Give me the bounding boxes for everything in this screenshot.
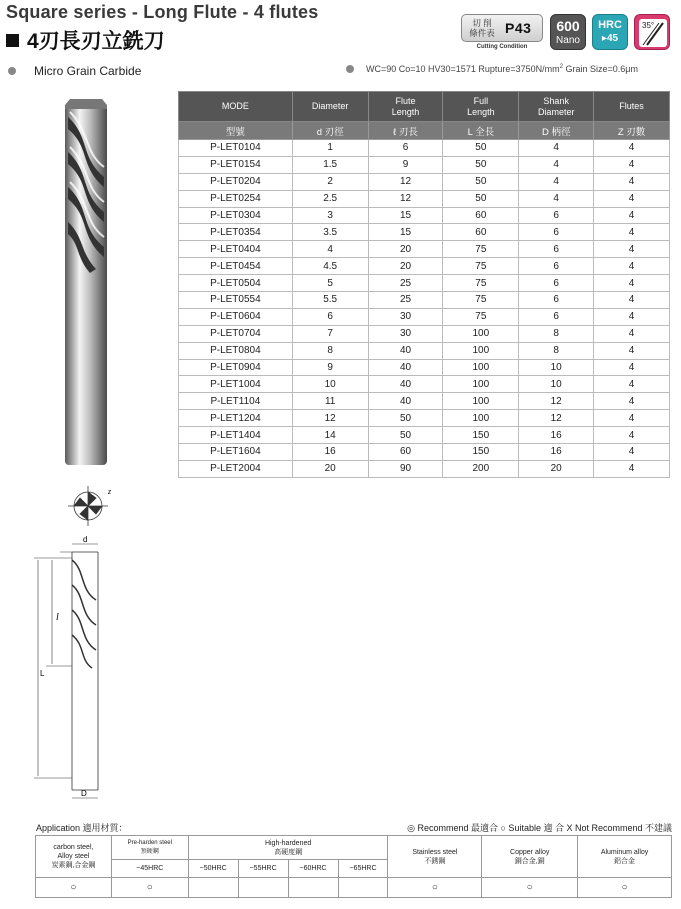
cell-mode: P-LET1004 xyxy=(179,376,293,393)
app-col-aluminum: Aluminum alloy 鋁合金 xyxy=(578,836,672,878)
cell-mode: P-LET0304 xyxy=(179,207,293,224)
cell-full-length: 200 xyxy=(443,460,519,477)
table-row xyxy=(179,140,670,157)
cell-diameter: 7 xyxy=(292,325,368,342)
helix-angle-value: 35° xyxy=(642,21,655,30)
cell-mode: P-LET0804 xyxy=(179,342,293,359)
cell-diameter: 2.5 xyxy=(292,190,368,207)
cell-diameter: 5 xyxy=(292,275,368,292)
cell-shank-diameter: 20 xyxy=(519,460,594,477)
badge-group xyxy=(461,14,676,54)
app-val-aluminum: ○ xyxy=(578,878,672,898)
cutting-condition-caption: Cutting Condition xyxy=(476,44,528,50)
cell-shank-diameter: 6 xyxy=(519,207,594,224)
cell-shank-diameter: 16 xyxy=(519,444,594,461)
cell-flute-length: 25 xyxy=(368,292,443,309)
cell-mode: P-LET2004 xyxy=(179,460,293,477)
spec-main: WC=90 Co=10 HV30=1571 Rupture=3750N/mm xyxy=(366,64,560,74)
cell-diameter: 16 xyxy=(292,444,368,461)
table-row xyxy=(179,258,670,275)
material-text: Micro Grain Carbide xyxy=(34,64,142,78)
cell-flute-length: 25 xyxy=(368,275,443,292)
cell-mode: P-LET1404 xyxy=(179,427,293,444)
nano-badge-bottom: Nano xyxy=(556,35,580,46)
col-header-diameter: Diameter xyxy=(292,92,368,122)
label-d: d xyxy=(83,535,88,544)
table-header-row xyxy=(179,92,670,122)
spec-sup: 2 xyxy=(559,64,563,70)
label-z: z xyxy=(108,487,112,496)
col-header-shank-diameter: Shank Diameter xyxy=(519,92,594,122)
col-subheader-mode: 型號 xyxy=(179,122,293,140)
app-col-copper: Copper alloy 銅合金,銅 xyxy=(482,836,578,878)
cell-shank-diameter: 8 xyxy=(519,325,594,342)
application-table xyxy=(35,835,672,898)
nano-badge-top: 600 xyxy=(556,18,580,34)
col-header-flute-length: Flute Length xyxy=(368,92,443,122)
cell-flutes: 4 xyxy=(594,190,670,207)
label-l: l xyxy=(56,612,59,623)
app-sub-prehard: ~45HRC xyxy=(111,860,188,878)
app-val-carbon: ○ xyxy=(36,878,112,898)
cell-flute-length: 20 xyxy=(368,241,443,258)
title-english: Square series - Long Flute - 4 flutes xyxy=(6,2,319,22)
hrc-badge xyxy=(592,14,628,50)
cell-diameter: 10 xyxy=(292,376,368,393)
cell-flute-length: 50 xyxy=(368,410,443,427)
cell-mode: P-LET0204 xyxy=(179,173,293,190)
helix-angle-badge xyxy=(634,14,670,50)
table-row xyxy=(179,241,670,258)
cell-shank-diameter: 6 xyxy=(519,241,594,258)
cell-flutes: 4 xyxy=(594,460,670,477)
cell-shank-diameter: 6 xyxy=(519,275,594,292)
cell-shank-diameter: 8 xyxy=(519,342,594,359)
end-mill-photo xyxy=(60,97,112,467)
cell-full-length: 100 xyxy=(443,410,519,427)
table-row xyxy=(179,173,670,190)
cell-full-length: 150 xyxy=(443,444,519,461)
app-val-copper: ○ xyxy=(482,878,578,898)
col-header-full-length: Full Length xyxy=(443,92,519,122)
table-row xyxy=(179,207,670,224)
spec-row xyxy=(346,64,638,74)
cell-diameter: 8 xyxy=(292,342,368,359)
helix-angle-icon xyxy=(639,19,667,47)
cell-flute-length: 6 xyxy=(368,140,443,157)
cell-flute-length: 30 xyxy=(368,308,443,325)
col-subheader-flute-length: ℓ 刃長 xyxy=(368,122,443,140)
label-L: L xyxy=(40,669,45,678)
hrc-badge-bottom: ▸45 xyxy=(601,33,619,44)
cell-flute-length: 90 xyxy=(368,460,443,477)
app-val-65hrc xyxy=(338,878,388,898)
cell-shank-diameter: 4 xyxy=(519,190,594,207)
cell-mode: P-LET0154 xyxy=(179,156,293,173)
table-row xyxy=(179,156,670,173)
cell-full-length: 50 xyxy=(443,190,519,207)
cell-flute-length: 40 xyxy=(368,359,443,376)
col-subheader-flutes: Z 刃數 xyxy=(594,122,670,140)
cell-full-length: 100 xyxy=(443,393,519,410)
cell-flute-length: 15 xyxy=(368,207,443,224)
cell-shank-diameter: 16 xyxy=(519,427,594,444)
title-chinese-text: 4刃長刃立銑刀 xyxy=(27,30,165,53)
cutting-condition-badge[interactable] xyxy=(461,14,543,42)
cell-flutes: 4 xyxy=(594,359,670,376)
cell-flute-length: 12 xyxy=(368,173,443,190)
cell-full-length: 75 xyxy=(443,308,519,325)
cell-diameter: 20 xyxy=(292,460,368,477)
cell-full-length: 75 xyxy=(443,275,519,292)
app-val-stainless: ○ xyxy=(388,878,482,898)
cell-flute-length: 40 xyxy=(368,393,443,410)
table-row xyxy=(179,308,670,325)
cell-shank-diameter: 4 xyxy=(519,140,594,157)
app-val-50hrc xyxy=(188,878,238,898)
table-row xyxy=(179,275,670,292)
cell-mode: P-LET0254 xyxy=(179,190,293,207)
cell-diameter: 4.5 xyxy=(292,258,368,275)
technical-drawing xyxy=(30,480,140,800)
app-col-carbon: carbon steel, Alloy steel 炭素鋼,合金鋼 xyxy=(36,836,112,878)
table-row xyxy=(179,427,670,444)
cell-flutes: 4 xyxy=(594,427,670,444)
cell-flute-length: 9 xyxy=(368,156,443,173)
cell-flutes: 4 xyxy=(594,156,670,173)
cell-flutes: 4 xyxy=(594,444,670,461)
cell-flute-length: 12 xyxy=(368,190,443,207)
app-col-hardened: High-hardened 高硬度鋼 xyxy=(188,836,388,860)
cell-flutes: 4 xyxy=(594,410,670,427)
app-sub-50hrc: ~50HRC xyxy=(188,860,238,878)
label-D: D xyxy=(81,789,87,798)
app-sub-65hrc: ~65HRC xyxy=(338,860,388,878)
cell-mode: P-LET1204 xyxy=(179,410,293,427)
bullet-icon xyxy=(346,65,354,73)
table-row xyxy=(179,325,670,342)
application-values-row xyxy=(36,878,672,898)
cell-flutes: 4 xyxy=(594,224,670,241)
cell-diameter: 4 xyxy=(292,241,368,258)
cell-full-length: 50 xyxy=(443,156,519,173)
cell-diameter: 6 xyxy=(292,308,368,325)
square-bullet-icon xyxy=(6,34,19,47)
app-val-60hrc xyxy=(288,878,338,898)
table-row xyxy=(179,460,670,477)
cell-diameter: 12 xyxy=(292,410,368,427)
application-legend: ◎ Recommend 最適合 ○ Suitable 適 合 X Not Recommend 不建議 xyxy=(407,823,672,833)
cell-flute-length: 30 xyxy=(368,325,443,342)
cell-shank-diameter: 10 xyxy=(519,359,594,376)
cell-flute-length: 60 xyxy=(368,444,443,461)
cell-shank-diameter: 4 xyxy=(519,173,594,190)
cell-mode: P-LET0704 xyxy=(179,325,293,342)
application-header-row xyxy=(36,836,672,860)
cell-flutes: 4 xyxy=(594,241,670,258)
application-header xyxy=(36,821,672,834)
spec-table xyxy=(178,91,670,478)
table-row xyxy=(179,292,670,309)
cell-flute-length: 15 xyxy=(368,224,443,241)
cell-diameter: 1 xyxy=(292,140,368,157)
cell-full-length: 50 xyxy=(443,140,519,157)
helix-angle-inner xyxy=(639,19,667,47)
material-row xyxy=(8,64,141,78)
cell-shank-diameter: 10 xyxy=(519,376,594,393)
cell-shank-diameter: 6 xyxy=(519,224,594,241)
cell-mode: P-LET0104 xyxy=(179,140,293,157)
end-view-icon xyxy=(68,486,108,526)
cell-flute-length: 50 xyxy=(368,427,443,444)
cell-mode: P-LET0354 xyxy=(179,224,293,241)
cell-flutes: 4 xyxy=(594,376,670,393)
cell-diameter: 2 xyxy=(292,173,368,190)
cell-mode: P-LET1604 xyxy=(179,444,293,461)
table-row xyxy=(179,376,670,393)
table-row xyxy=(179,224,670,241)
app-sub-60hrc: ~60HRC xyxy=(288,860,338,878)
cell-diameter: 14 xyxy=(292,427,368,444)
cutting-condition-cn: 切 削 條件表 xyxy=(469,18,495,38)
app-val-55hrc xyxy=(238,878,288,898)
table-row xyxy=(179,393,670,410)
app-sub-55hrc: ~55HRC xyxy=(238,860,288,878)
cell-flute-length: 40 xyxy=(368,376,443,393)
cell-shank-diameter: 6 xyxy=(519,308,594,325)
app-col-prehard: Pre-harden steel 預硬鋼 xyxy=(111,836,188,860)
app-val-prehard: ○ xyxy=(111,878,188,898)
cell-full-length: 75 xyxy=(443,258,519,275)
cell-diameter: 3.5 xyxy=(292,224,368,241)
cell-diameter: 9 xyxy=(292,359,368,376)
cutting-condition-code: P43 xyxy=(505,20,532,36)
cell-flutes: 4 xyxy=(594,393,670,410)
cell-flute-length: 20 xyxy=(368,258,443,275)
table-row xyxy=(179,190,670,207)
title-chinese xyxy=(6,25,165,55)
cell-mode: P-LET0604 xyxy=(179,308,293,325)
cell-mode: P-LET0554 xyxy=(179,292,293,309)
cell-full-length: 75 xyxy=(443,292,519,309)
cell-mode: P-LET0404 xyxy=(179,241,293,258)
cell-mode: P-LET0904 xyxy=(179,359,293,376)
cell-flutes: 4 xyxy=(594,325,670,342)
cell-full-length: 150 xyxy=(443,427,519,444)
cell-full-length: 50 xyxy=(443,173,519,190)
cell-full-length: 100 xyxy=(443,376,519,393)
cell-diameter: 5.5 xyxy=(292,292,368,309)
cell-shank-diameter: 4 xyxy=(519,156,594,173)
cell-shank-diameter: 6 xyxy=(519,258,594,275)
table-row xyxy=(179,359,670,376)
cell-diameter: 3 xyxy=(292,207,368,224)
cell-flutes: 4 xyxy=(594,140,670,157)
table-row xyxy=(179,410,670,427)
col-header-flutes: Flutes xyxy=(594,92,670,122)
cell-mode: P-LET1104 xyxy=(179,393,293,410)
cell-full-length: 100 xyxy=(443,359,519,376)
table-row xyxy=(179,342,670,359)
cell-full-length: 100 xyxy=(443,325,519,342)
cell-shank-diameter: 12 xyxy=(519,393,594,410)
cell-flutes: 4 xyxy=(594,342,670,359)
col-subheader-diameter: d 刃徑 xyxy=(292,122,368,140)
cell-full-length: 60 xyxy=(443,207,519,224)
cell-flutes: 4 xyxy=(594,308,670,325)
cell-shank-diameter: 12 xyxy=(519,410,594,427)
cell-flute-length: 40 xyxy=(368,342,443,359)
cell-diameter: 1.5 xyxy=(292,156,368,173)
col-subheader-full-length: L 全長 xyxy=(443,122,519,140)
cell-full-length: 75 xyxy=(443,241,519,258)
cell-shank-diameter: 6 xyxy=(519,292,594,309)
col-header-mode: MODE xyxy=(179,92,293,122)
cell-mode: P-LET0454 xyxy=(179,258,293,275)
bullet-icon xyxy=(8,67,16,75)
cell-flutes: 4 xyxy=(594,258,670,275)
cell-flutes: 4 xyxy=(594,292,670,309)
cell-diameter: 11 xyxy=(292,393,368,410)
spec-tail: Grain Size=0.6μm xyxy=(562,64,638,74)
spec-text xyxy=(366,64,638,74)
table-row xyxy=(179,444,670,461)
table-subheader-row xyxy=(179,122,670,140)
cell-full-length: 60 xyxy=(443,224,519,241)
application-label: Application 適用材質： xyxy=(36,823,128,833)
cell-flutes: 4 xyxy=(594,275,670,292)
cell-flutes: 4 xyxy=(594,207,670,224)
hrc-badge-top: HRC xyxy=(598,19,622,31)
app-col-stainless: Stainless steel 不銹鋼 xyxy=(388,836,482,878)
cell-full-length: 100 xyxy=(443,342,519,359)
cell-mode: P-LET0504 xyxy=(179,275,293,292)
nano-coating-badge xyxy=(550,14,586,50)
col-subheader-shank-diameter: D 柄徑 xyxy=(519,122,594,140)
cell-flutes: 4 xyxy=(594,173,670,190)
